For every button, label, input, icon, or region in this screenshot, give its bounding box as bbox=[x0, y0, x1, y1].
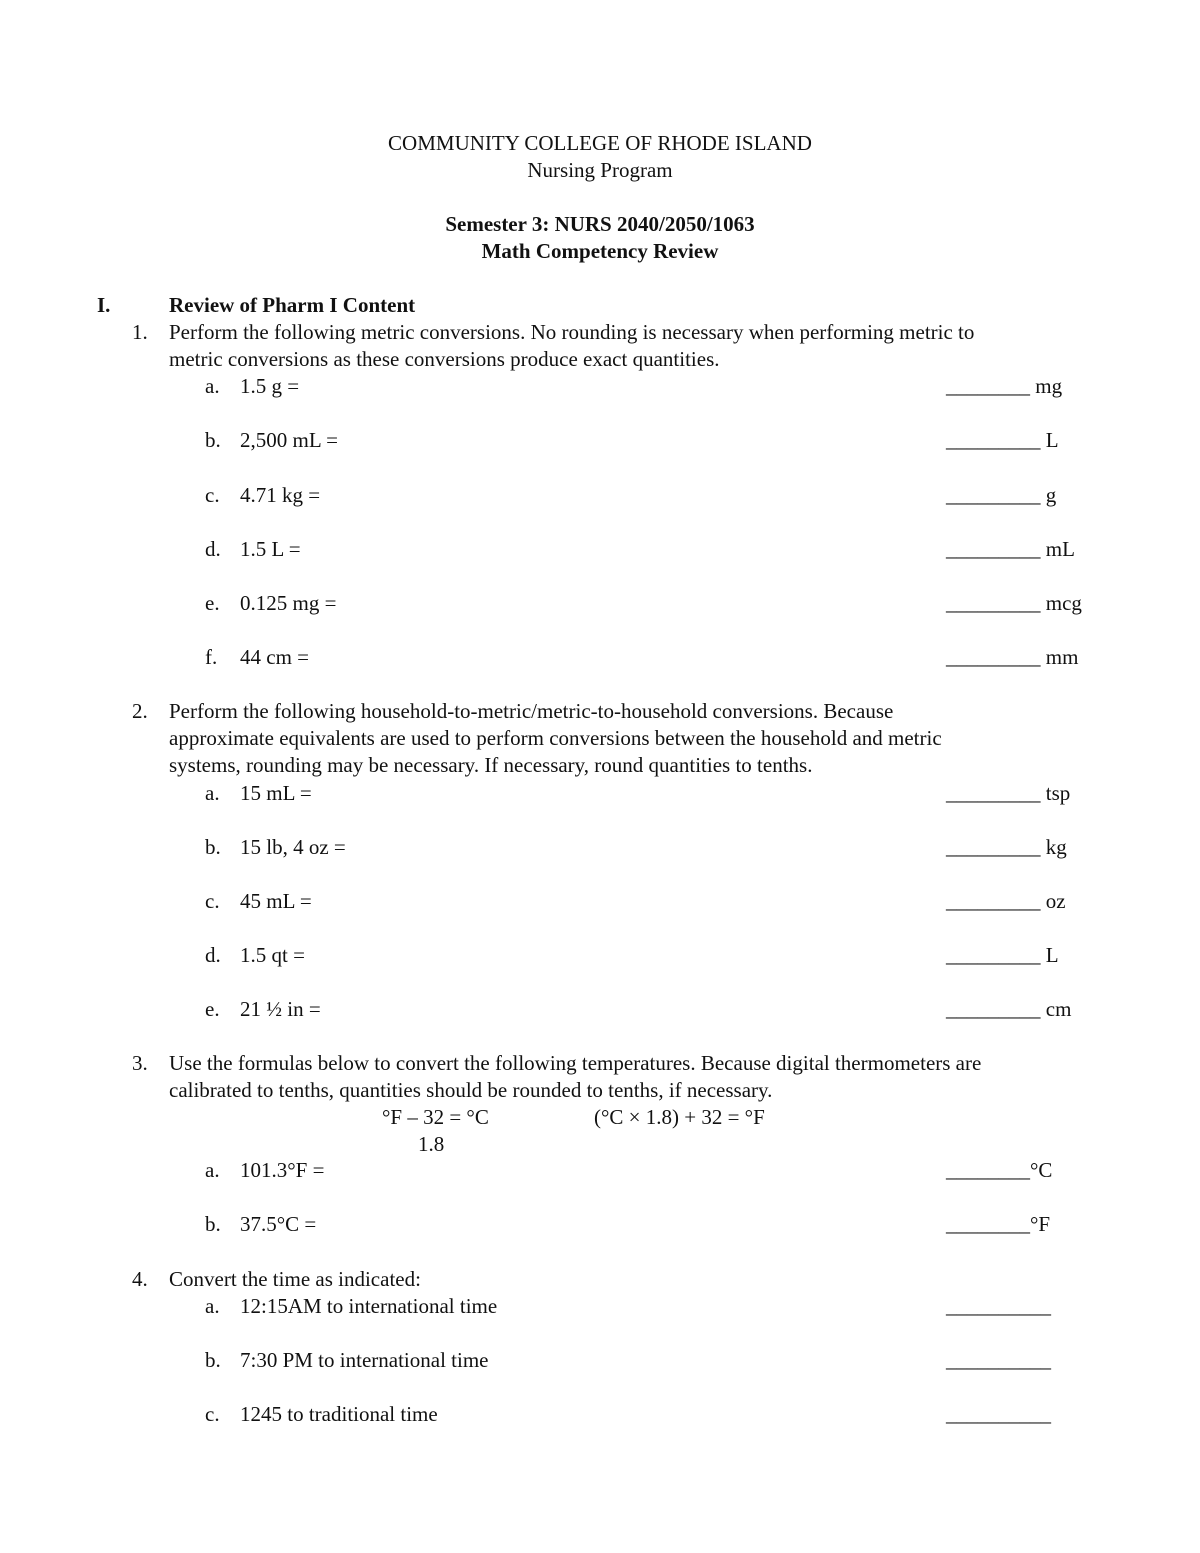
item-letter: c. bbox=[205, 483, 220, 507]
semester-heading: Semester 3: NURS 2040/2050/1063 bbox=[445, 212, 755, 236]
answer-blank[interactable]: _________ L bbox=[946, 943, 1059, 967]
item-letter: b. bbox=[205, 835, 221, 859]
section-title: Review of Pharm I Content bbox=[169, 293, 416, 317]
question-text-line: metric conversions as these conversions produce exact quantities. bbox=[169, 347, 720, 371]
item-letter: c. bbox=[205, 889, 220, 913]
item-prompt: 101.3°F = bbox=[240, 1158, 325, 1182]
answer-blank[interactable]: _________ mm bbox=[946, 645, 1079, 669]
answer-blank[interactable]: ________°C bbox=[946, 1158, 1053, 1182]
question-text-line: Perform the following metric conversions. No rounding is necessary when performing metric to bbox=[169, 320, 975, 344]
question-text-line: Convert the time as indicated: bbox=[169, 1267, 421, 1291]
item-prompt: 1.5 L = bbox=[240, 537, 301, 561]
question-number: 4. bbox=[132, 1267, 148, 1291]
item-letter: a. bbox=[205, 781, 220, 805]
question-text-line: systems, rounding may be necessary. If necessary, round quantities to tenths. bbox=[169, 753, 813, 777]
section-number: I. bbox=[97, 293, 111, 317]
answer-blank[interactable]: _________ oz bbox=[946, 889, 1066, 913]
item-letter: e. bbox=[205, 591, 220, 615]
item-prompt: 1245 to traditional time bbox=[240, 1402, 438, 1426]
answer-blank[interactable]: __________ bbox=[946, 1348, 1051, 1372]
question-number: 2. bbox=[132, 699, 148, 723]
question-number: 1. bbox=[132, 320, 148, 344]
item-letter: d. bbox=[205, 943, 221, 967]
answer-blank[interactable]: _________ mcg bbox=[946, 591, 1082, 615]
formula-denominator: 1.8 bbox=[418, 1132, 445, 1156]
item-letter: b. bbox=[205, 1348, 221, 1372]
answer-blank[interactable]: _________ tsp bbox=[946, 781, 1071, 805]
item-prompt: 15 mL = bbox=[240, 781, 312, 805]
item-prompt: 45 mL = bbox=[240, 889, 312, 913]
item-letter: a. bbox=[205, 374, 220, 398]
answer-blank[interactable]: __________ bbox=[946, 1294, 1051, 1318]
question-text-line: Perform the following household-to-metric/metric-to-household conversions. Because bbox=[169, 699, 894, 723]
answer-blank[interactable]: _________ kg bbox=[946, 835, 1067, 859]
answer-blank[interactable]: _________ g bbox=[946, 483, 1057, 507]
item-prompt: 15 lb, 4 oz = bbox=[240, 835, 346, 859]
item-prompt: 2,500 mL = bbox=[240, 428, 338, 452]
item-letter: c. bbox=[205, 1402, 220, 1426]
answer-blank[interactable]: ________°F bbox=[946, 1212, 1051, 1236]
question-text-line: Use the formulas below to convert the following temperatures. Because digital thermometers are bbox=[169, 1051, 982, 1075]
review-title: Math Competency Review bbox=[481, 239, 719, 263]
item-letter: d. bbox=[205, 537, 221, 561]
item-prompt: 21 ½ in = bbox=[240, 997, 321, 1021]
formula-c-to-f: (°C × 1.8) + 32 = °F bbox=[594, 1105, 765, 1129]
answer-blank[interactable]: _________ L bbox=[946, 428, 1059, 452]
institution-name: COMMUNITY COLLEGE OF RHODE ISLAND bbox=[388, 131, 812, 155]
item-letter: f. bbox=[205, 645, 218, 669]
item-prompt: 44 cm = bbox=[240, 645, 309, 669]
question-number: 3. bbox=[132, 1051, 148, 1075]
item-prompt: 1.5 qt = bbox=[240, 943, 305, 967]
question-text-line: calibrated to tenths, quantities should be rounded to tenths, if necessary. bbox=[169, 1078, 773, 1102]
answer-blank[interactable]: _________ mL bbox=[946, 537, 1075, 561]
item-letter: e. bbox=[205, 997, 220, 1021]
program-name: Nursing Program bbox=[527, 158, 673, 182]
question-text-line: approximate equivalents are used to perform conversions between the household and metric bbox=[169, 726, 942, 750]
item-letter: a. bbox=[205, 1294, 220, 1318]
item-letter: b. bbox=[205, 428, 221, 452]
item-prompt: 7:30 PM to international time bbox=[240, 1348, 489, 1372]
item-prompt: 37.5°C = bbox=[240, 1212, 317, 1236]
item-prompt: 12:15AM to international time bbox=[240, 1294, 498, 1318]
item-prompt: 1.5 g = bbox=[240, 374, 300, 398]
item-prompt: 4.71 kg = bbox=[240, 483, 321, 507]
answer-blank[interactable]: __________ bbox=[946, 1402, 1051, 1426]
answer-blank[interactable]: _________ cm bbox=[946, 997, 1072, 1021]
item-letter: a. bbox=[205, 1158, 220, 1182]
item-letter: b. bbox=[205, 1212, 221, 1236]
formula-f-to-c: °F – 32 = °C bbox=[382, 1105, 489, 1129]
answer-blank[interactable]: ________ mg bbox=[946, 374, 1063, 398]
item-prompt: 0.125 mg = bbox=[240, 591, 337, 615]
